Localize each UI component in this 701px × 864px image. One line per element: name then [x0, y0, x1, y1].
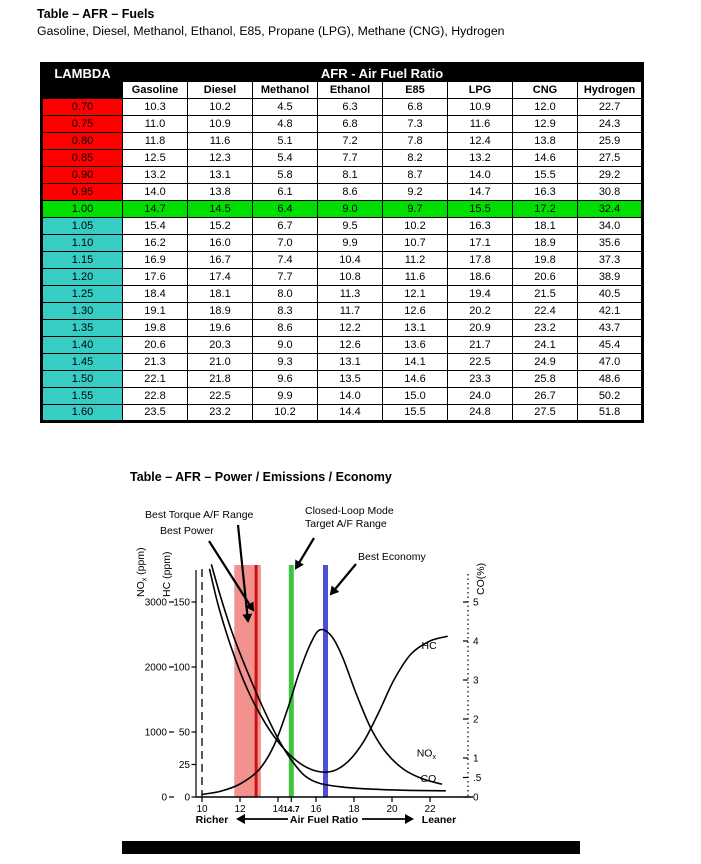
co-axis-label: CO(%) — [475, 562, 487, 595]
afr-cell: 25.9 — [578, 133, 643, 150]
afr-cell: 16.3 — [513, 184, 578, 201]
afr-cell: 6.8 — [318, 116, 383, 133]
afr-cell: 12.6 — [383, 303, 448, 320]
afr-cell: 24.0 — [448, 388, 513, 405]
svg-text:4: 4 — [473, 636, 479, 648]
lambda-cell: 1.20 — [42, 269, 123, 286]
afr-cell: 22.5 — [188, 388, 253, 405]
afr-cell: 14.4 — [318, 405, 383, 422]
afr-cell: 22.8 — [123, 388, 188, 405]
table-row — [42, 99, 643, 116]
afr-cell: 13.1 — [188, 167, 253, 184]
afr-cell: 5.4 — [253, 150, 318, 167]
page-subtitle: Gasoline, Diesel, Methanol, Ethanol, E85, Propane (LPG), Methane (CNG), Hydrogen — [37, 24, 505, 38]
afr-cell: 30.8 — [578, 184, 643, 201]
lambda-cell: 0.90 — [42, 167, 123, 184]
afr-cell: 21.5 — [513, 286, 578, 303]
afr-cell: 32.4 — [578, 201, 643, 218]
afr-cell: 14.0 — [123, 184, 188, 201]
afr-cell: 7.0 — [253, 235, 318, 252]
afr-cell: 50.2 — [578, 388, 643, 405]
table-row — [42, 184, 643, 201]
svg-text:0: 0 — [161, 792, 167, 804]
afr-cell: 24.8 — [448, 405, 513, 422]
afr-cell: 10.9 — [448, 99, 513, 116]
svg-text:1000: 1000 — [144, 727, 167, 739]
afr-cell: 9.0 — [318, 201, 383, 218]
afr-cell: 8.7 — [383, 167, 448, 184]
afr-cell: 8.6 — [318, 184, 383, 201]
afr-cell: 18.6 — [448, 269, 513, 286]
lambda-cell: 0.75 — [42, 116, 123, 133]
afr-cell: 15.5 — [513, 167, 578, 184]
table-row — [42, 320, 643, 337]
best-economy-arrow — [331, 564, 356, 594]
afr-cell: 14.7 — [123, 201, 188, 218]
afr-cell: 22.5 — [448, 354, 513, 371]
svg-text:18: 18 — [348, 804, 360, 815]
table-header-row — [42, 64, 643, 82]
afr-cell: 14.1 — [383, 354, 448, 371]
leaner-label: Leaner — [421, 814, 457, 826]
afr-cell: 9.3 — [253, 354, 318, 371]
afr-cell: 29.2 — [578, 167, 643, 184]
afr-cell: 19.1 — [123, 303, 188, 320]
afr-cell: 8.1 — [318, 167, 383, 184]
afr-cell: 20.2 — [448, 303, 513, 320]
column-header: Ethanol — [318, 82, 383, 99]
column-header: CNG — [513, 82, 578, 99]
afr-cell: 21.7 — [448, 337, 513, 354]
afr-cell: 11.8 — [123, 133, 188, 150]
column-header: Diesel — [188, 82, 253, 99]
svg-text:.5: .5 — [473, 773, 482, 784]
svg-text:3000: 3000 — [144, 597, 167, 609]
table-row — [42, 354, 643, 371]
afr-cell: 14.7 — [448, 184, 513, 201]
afr-cell: 42.1 — [578, 303, 643, 320]
afr-cell: 11.2 — [383, 252, 448, 269]
table-row — [42, 116, 643, 133]
afr-cell: 13.1 — [383, 320, 448, 337]
svg-text:1: 1 — [473, 753, 479, 765]
afr-cell: 8.3 — [253, 303, 318, 320]
afr-cell: 15.4 — [123, 218, 188, 235]
afr-cell: 7.3 — [383, 116, 448, 133]
svg-text:14: 14 — [272, 804, 284, 815]
afr-cell: 8.0 — [253, 286, 318, 303]
afr-cell: 51.8 — [578, 405, 643, 422]
afr-cell: 15.5 — [448, 201, 513, 218]
co-curve-label: CO — [420, 773, 437, 786]
afr-cell: 20.3 — [188, 337, 253, 354]
afr-cell: 12.0 — [513, 99, 578, 116]
afr-cell: 6.8 — [383, 99, 448, 116]
afr-cell: 10.3 — [123, 99, 188, 116]
afr-cell: 7.4 — [253, 252, 318, 269]
lambda-cell: 1.25 — [42, 286, 123, 303]
lambda-cell: 1.05 — [42, 218, 123, 235]
afr-cell: 12.2 — [318, 320, 383, 337]
lambda-cell: 1.55 — [42, 388, 123, 405]
afr-cell: 16.0 — [188, 235, 253, 252]
afr-cell: 22.4 — [513, 303, 578, 320]
table-row — [42, 405, 643, 422]
afr-cell: 10.8 — [318, 269, 383, 286]
svg-text:5: 5 — [473, 597, 479, 609]
table-row — [42, 286, 643, 303]
afr-cell: 10.9 — [188, 116, 253, 133]
afr-cell: 14.0 — [448, 167, 513, 184]
svg-text:50: 50 — [178, 727, 190, 739]
afr-cell: 16.2 — [123, 235, 188, 252]
afr-cell: 10.2 — [188, 99, 253, 116]
afr-cell: 23.5 — [123, 405, 188, 422]
best-economy-label: Best Economy — [358, 551, 426, 563]
afr-cell: 6.3 — [318, 99, 383, 116]
afr-cell: 8.6 — [253, 320, 318, 337]
best-torque-label: Best Torque A/F Range — [145, 509, 254, 521]
afr-cell: 48.6 — [578, 371, 643, 388]
afr-cell: 11.6 — [383, 269, 448, 286]
column-header: E85 — [383, 82, 448, 99]
afr-cell: 6.7 — [253, 218, 318, 235]
lambda-cell: 0.95 — [42, 184, 123, 201]
lambda-cell: 1.10 — [42, 235, 123, 252]
afr-cell: 26.7 — [513, 388, 578, 405]
afr-cell: 22.7 — [578, 99, 643, 116]
afr-cell: 13.6 — [383, 337, 448, 354]
svg-text:0: 0 — [184, 792, 190, 804]
lambda-cell: 1.45 — [42, 354, 123, 371]
afr-cell: 7.8 — [383, 133, 448, 150]
afr-cell: 12.6 — [318, 337, 383, 354]
svg-text:16: 16 — [310, 804, 322, 815]
afr-cell: 6.4 — [253, 201, 318, 218]
afr-cell: 10.2 — [383, 218, 448, 235]
afr-cell: 20.6 — [513, 269, 578, 286]
lambda-cell: 0.70 — [42, 99, 123, 116]
afr-cell: 24.3 — [578, 116, 643, 133]
svg-text:150: 150 — [173, 597, 190, 609]
svg-text:25: 25 — [178, 760, 190, 771]
afr-cell: 27.5 — [513, 405, 578, 422]
afr-cell: 17.2 — [513, 201, 578, 218]
lambda-header: LAMBDA — [42, 64, 123, 82]
afr-cell: 6.1 — [253, 184, 318, 201]
afr-cell: 13.8 — [513, 133, 578, 150]
table-row — [42, 150, 643, 167]
afr-cell: 25.8 — [513, 371, 578, 388]
x-axis-label: Air Fuel Ratio — [289, 814, 359, 826]
afr-cell: 16.7 — [188, 252, 253, 269]
svg-text:20: 20 — [386, 804, 398, 815]
lambda-cell: 1.00 — [42, 201, 123, 218]
svg-text:14.7: 14.7 — [283, 804, 300, 814]
afr-cell: 9.5 — [318, 218, 383, 235]
svg-text:0: 0 — [473, 792, 479, 804]
afr-emissions-chart — [122, 492, 580, 856]
afr-cell: 8.2 — [383, 150, 448, 167]
table-row — [42, 133, 643, 150]
afr-cell: 14.6 — [383, 371, 448, 388]
afr-cell: 10.7 — [383, 235, 448, 252]
afr-cell: 18.1 — [513, 218, 578, 235]
afr-cell: 15.0 — [383, 388, 448, 405]
closed-loop-label: Closed-Loop Mode — [305, 505, 394, 517]
afr-cell: 9.9 — [253, 388, 318, 405]
afr-cell: 9.9 — [318, 235, 383, 252]
afr-main-header: AFR - Air Fuel Ratio — [123, 64, 643, 82]
afr-cell: 12.3 — [188, 150, 253, 167]
afr-cell: 27.5 — [578, 150, 643, 167]
afr-cell: 5.1 — [253, 133, 318, 150]
afr-cell: 18.1 — [188, 286, 253, 303]
afr-cell: 11.0 — [123, 116, 188, 133]
afr-cell: 19.6 — [188, 320, 253, 337]
afr-cell: 9.6 — [253, 371, 318, 388]
table-row — [42, 337, 643, 354]
afr-cell: 13.2 — [123, 167, 188, 184]
afr-cell: 13.5 — [318, 371, 383, 388]
afr-cell: 19.8 — [123, 320, 188, 337]
afr-cell: 20.9 — [448, 320, 513, 337]
afr-cell: 37.3 — [578, 252, 643, 269]
afr-cell: 12.5 — [123, 150, 188, 167]
afr-cell: 4.5 — [253, 99, 318, 116]
nox-axis-label: $NO_x$ (ppm) — [135, 547, 149, 597]
afr-cell: 16.3 — [448, 218, 513, 235]
svg-text:100: 100 — [173, 662, 190, 674]
closed-loop-arrow — [296, 538, 314, 568]
table-row — [42, 201, 643, 218]
afr-cell: 40.5 — [578, 286, 643, 303]
afr-cell: 21.3 — [123, 354, 188, 371]
afr-cell: 13.8 — [188, 184, 253, 201]
afr-cell: 16.9 — [123, 252, 188, 269]
afr-cell: 4.8 — [253, 116, 318, 133]
table-row — [42, 303, 643, 320]
afr-cell: 18.9 — [188, 303, 253, 320]
afr-cell: 45.4 — [578, 337, 643, 354]
svg-text:2000: 2000 — [144, 662, 167, 674]
afr-cell: 14.6 — [513, 150, 578, 167]
afr-cell: 19.4 — [448, 286, 513, 303]
afr-cell: 15.5 — [383, 405, 448, 422]
table-row — [42, 167, 643, 184]
nox-curve-label: $NO_x$ — [416, 747, 436, 762]
afr-cell: 13.2 — [448, 150, 513, 167]
afr-cell: 34.0 — [578, 218, 643, 235]
afr-cell: 12.4 — [448, 133, 513, 150]
afr-cell: 10.2 — [253, 405, 318, 422]
afr-cell: 9.7 — [383, 201, 448, 218]
afr-cell: 18.9 — [513, 235, 578, 252]
table-row — [42, 269, 643, 286]
table-row — [42, 252, 643, 269]
afr-cell: 7.7 — [253, 269, 318, 286]
afr-cell: 11.6 — [188, 133, 253, 150]
afr-cell: 24.9 — [513, 354, 578, 371]
column-header: LPG — [448, 82, 513, 99]
afr-cell: 13.1 — [318, 354, 383, 371]
lambda-cell: 1.50 — [42, 371, 123, 388]
hc-axis-label: HC (ppm) — [161, 551, 173, 597]
lambda-cell: 1.35 — [42, 320, 123, 337]
svg-text:12: 12 — [234, 804, 246, 815]
afr-cell: 19.8 — [513, 252, 578, 269]
chart-bottom-bar — [122, 841, 580, 854]
table-row — [42, 388, 643, 405]
afr-cell: 11.3 — [318, 286, 383, 303]
afr-cell: 21.8 — [188, 371, 253, 388]
svg-text:2: 2 — [473, 714, 479, 726]
afr-cell: 12.1 — [383, 286, 448, 303]
table-column-row — [42, 82, 643, 99]
lambda-cell: 1.60 — [42, 405, 123, 422]
chart-section-title: Table – AFR – Power / Emissions / Economy — [130, 470, 392, 484]
afr-cell: 11.7 — [318, 303, 383, 320]
afr-cell: 9.2 — [383, 184, 448, 201]
svg-text:10: 10 — [196, 804, 208, 815]
table-row — [42, 235, 643, 252]
afr-cell: 10.4 — [318, 252, 383, 269]
lambda-cell: 1.40 — [42, 337, 123, 354]
afr-cell: 17.8 — [448, 252, 513, 269]
afr-cell: 17.1 — [448, 235, 513, 252]
afr-cell: 23.3 — [448, 371, 513, 388]
afr-cell: 20.6 — [123, 337, 188, 354]
afr-cell: 5.8 — [253, 167, 318, 184]
afr-cell: 17.6 — [123, 269, 188, 286]
afr-cell: 47.0 — [578, 354, 643, 371]
afr-cell: 7.2 — [318, 133, 383, 150]
afr-emissions-chart-svg — [122, 492, 580, 856]
afr-cell: 18.4 — [123, 286, 188, 303]
column-header: Gasoline — [123, 82, 188, 99]
afr-cell: 12.9 — [513, 116, 578, 133]
svg-text:3: 3 — [473, 675, 479, 687]
lambda-cell: 0.85 — [42, 150, 123, 167]
afr-cell: 14.5 — [188, 201, 253, 218]
lambda-cell: 1.30 — [42, 303, 123, 320]
corner-cell — [42, 82, 123, 99]
table-row — [42, 218, 643, 235]
afr-cell: 23.2 — [188, 405, 253, 422]
table-row — [42, 371, 643, 388]
afr-table — [40, 62, 644, 423]
afr-cell: 7.7 — [318, 150, 383, 167]
afr-cell: 21.0 — [188, 354, 253, 371]
afr-cell: 38.9 — [578, 269, 643, 286]
afr-cell: 15.2 — [188, 218, 253, 235]
richer-label: Richer — [195, 814, 229, 826]
afr-cell: 24.1 — [513, 337, 578, 354]
afr-cell: 14.0 — [318, 388, 383, 405]
lambda-cell: 0.80 — [42, 133, 123, 150]
lambda-cell: 1.15 — [42, 252, 123, 269]
afr-cell: 43.7 — [578, 320, 643, 337]
column-header: Hydrogen — [578, 82, 643, 99]
svg-text:22: 22 — [424, 804, 436, 815]
afr-cell: 9.0 — [253, 337, 318, 354]
afr-cell: 35.6 — [578, 235, 643, 252]
afr-cell: 17.4 — [188, 269, 253, 286]
afr-cell: 11.6 — [448, 116, 513, 133]
afr-cell: 23.2 — [513, 320, 578, 337]
page-title: Table – AFR – Fuels — [37, 7, 155, 21]
closed-loop-label: Target A/F Range — [305, 518, 387, 530]
hc-curve-label: HC — [421, 639, 437, 652]
best-power-label: Best Power — [160, 525, 214, 537]
afr-cell: 22.1 — [123, 371, 188, 388]
column-header: Methanol — [253, 82, 318, 99]
